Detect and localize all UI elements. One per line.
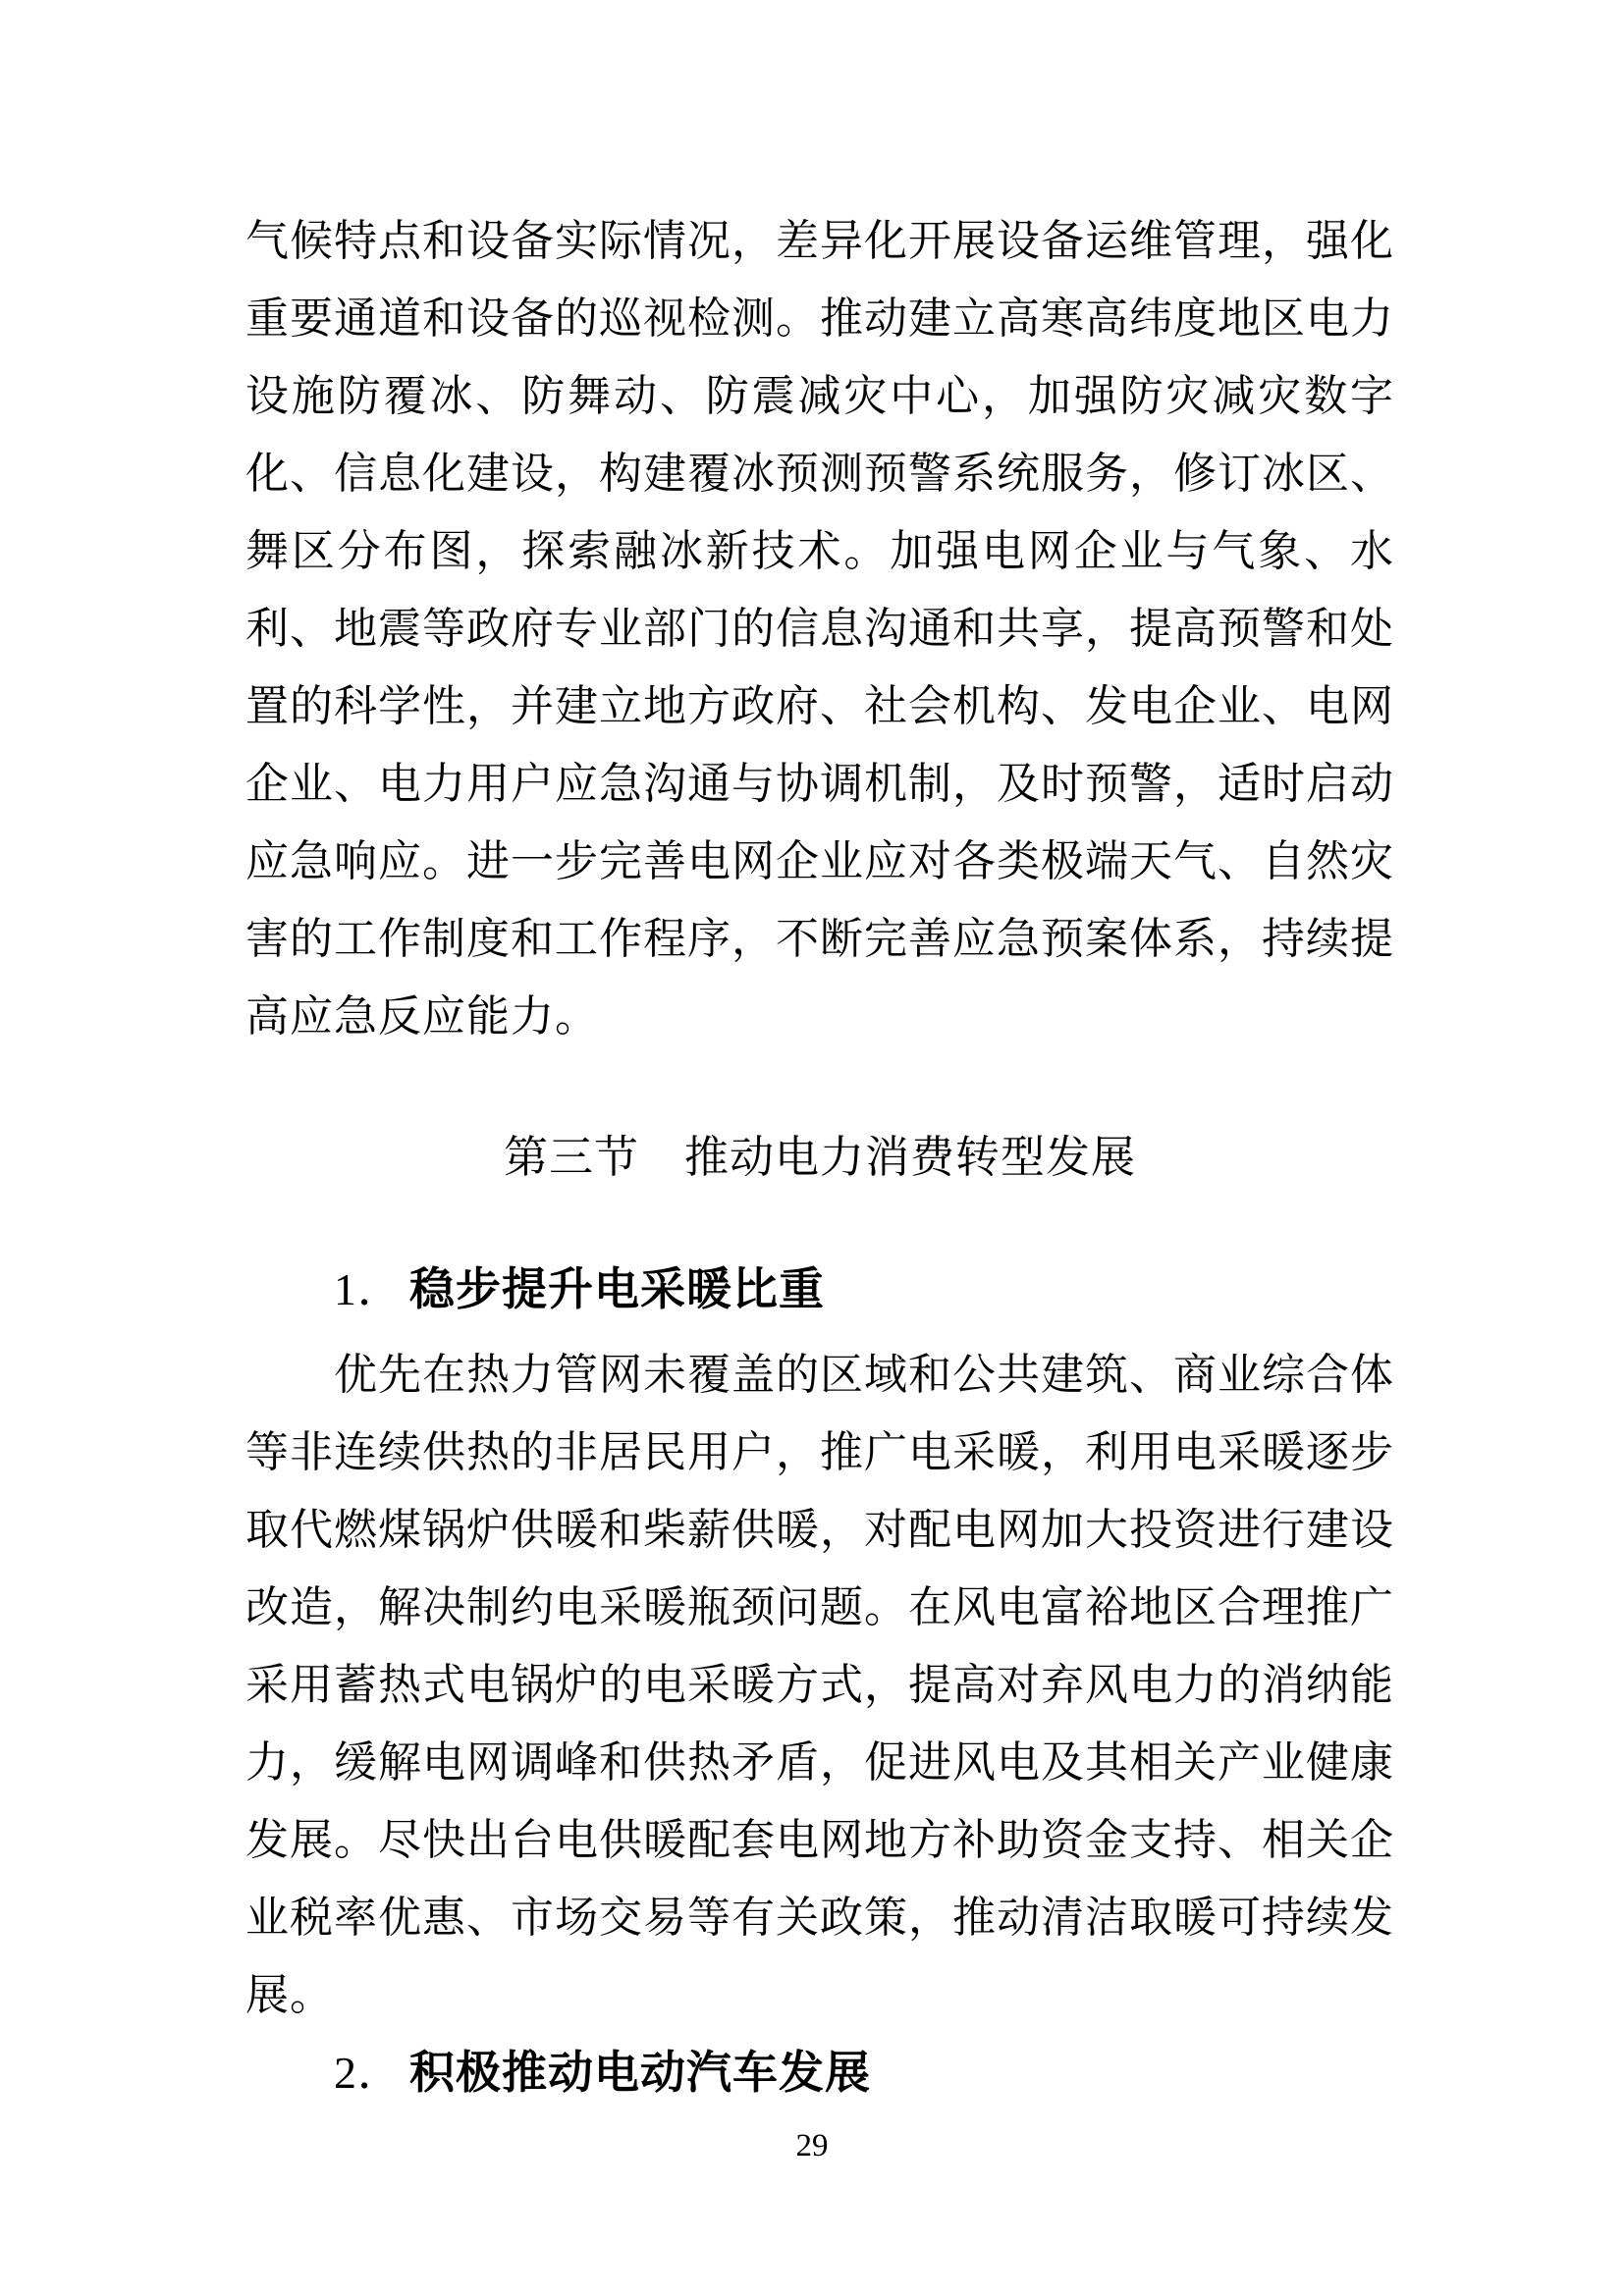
section-heading: 第三节 推动电力消费转型发展 <box>503 1132 1136 1182</box>
subheading-1 <box>334 1251 1394 1328</box>
body-paragraph-continued: 气候特点和设备实际情况，差异化开展设备运维管理，强化重要通道和设备的巡视检测。推动建立高寒高纬度地区电力设施防覆冰、防舞动、防震减灾中心，加强防灾减灾数字化、信息化建设，构建覆冰预测预警系统服务，修订冰区、舞区分布图，探索融冰新技术。加强电网企业与气象、水利、地震等政府专业部门的信息沟通和共享，提高预警和处置的科学性，并建立地方政府、社会机构、发电企业、电网企业、电力用户应急沟通与协调机制，及时预警，适时启动应急响应。进一步完善电网企业应对各类极端天气、自然灾害的工作制度和工作程序，不断完善应急预案体系，持续提高应急反应能力。 <box>245 217 1394 1041</box>
subheading-2-number: 2． <box>334 2048 404 2098</box>
subheading-2 <box>334 2034 1394 2111</box>
subheading-2-title: 积极推动电动汽车发展 <box>409 2047 871 2098</box>
subheading-1-number: 1． <box>334 1264 404 1314</box>
text-content <box>245 202 1394 2111</box>
subheading-1-title: 稳步提升电采暖比重 <box>409 1263 825 1314</box>
body-paragraph-2: 优先在热力管网未覆盖的区域和公共建筑、商业综合体等非连续供热的非居民用户，推广电采暖，利用电采暖逐步取代燃煤锅炉供暖和柴薪供暖，对配电网加大投资进行建设改造，解决制约电采暖瓶颈问题。在风电富裕地区合理推广采用蓄热式电锅炉的电采暖方式，提高对弃风电力的消纳能力，缓解电网调峰和供热矛盾，促进风电及其相关产业健康发展。尽快出台电供暖配套电网地方补助资金支持、相关企业税率优惠、市场交易等有关政策，推动清洁取暖可持续发展。 <box>245 1351 1394 2019</box>
page-number: 29 <box>795 2128 829 2163</box>
